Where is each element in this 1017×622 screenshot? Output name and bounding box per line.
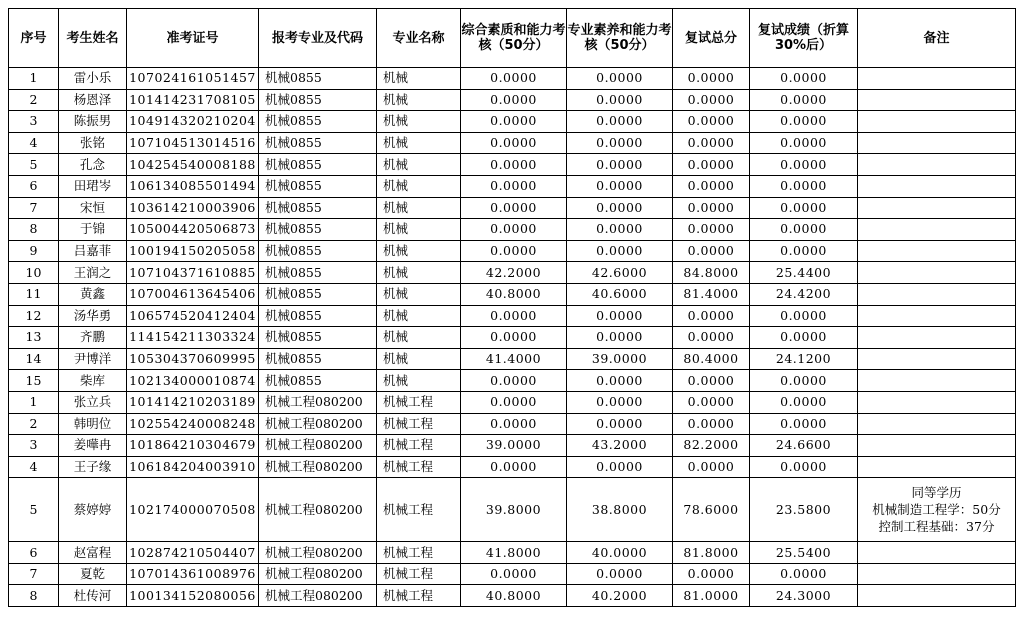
- cell-ticket: 101414210203189: [127, 391, 259, 413]
- cell-seq: 6: [9, 542, 59, 564]
- cell-score1: 0.0000: [461, 219, 567, 241]
- cell-weighted: 0.0000: [750, 197, 858, 219]
- cell-remark: [858, 219, 1016, 241]
- cell-name: 孔念: [59, 154, 127, 176]
- cell-score1: 0.0000: [461, 563, 567, 585]
- cell-name: 黄鑫: [59, 283, 127, 305]
- cell-seq: 9: [9, 240, 59, 262]
- cell-remark: [858, 197, 1016, 219]
- cell-ticket: 106574520412404: [127, 305, 259, 327]
- cell-name: 张铭: [59, 132, 127, 154]
- cell-major-name: 机械: [377, 111, 461, 133]
- header-score2: 专业素养和能力考核（50分）: [567, 9, 673, 68]
- cell-seq: 4: [9, 456, 59, 478]
- cell-name: 姜嘩冉: [59, 435, 127, 457]
- table-row: [9, 240, 1016, 262]
- cell-seq: 6: [9, 175, 59, 197]
- cell-major-code: 机械0855: [259, 370, 377, 392]
- cell-ticket: 104914320210204: [127, 111, 259, 133]
- table-row: [9, 175, 1016, 197]
- cell-remark: [858, 413, 1016, 435]
- cell-total: 0.0000: [673, 132, 750, 154]
- cell-score2: 40.6000: [567, 283, 673, 305]
- table-row: [9, 413, 1016, 435]
- cell-name: 王润之: [59, 262, 127, 284]
- cell-weighted: 25.4400: [750, 262, 858, 284]
- cell-score1: 39.8000: [461, 478, 567, 542]
- header-score1: 综合素质和能力考核（50分）: [461, 9, 567, 68]
- cell-total: 0.0000: [673, 563, 750, 585]
- cell-name: 陈振男: [59, 111, 127, 133]
- cell-remark: [858, 585, 1016, 607]
- cell-weighted: 0.0000: [750, 456, 858, 478]
- cell-score1: 40.8000: [461, 283, 567, 305]
- table-row: [9, 305, 1016, 327]
- cell-remark: [858, 68, 1016, 90]
- cell-weighted: 25.5400: [750, 542, 858, 564]
- cell-score2: 0.0000: [567, 391, 673, 413]
- cell-name: 柴库: [59, 370, 127, 392]
- cell-major-name: 机械工程: [377, 391, 461, 413]
- table-row: [9, 348, 1016, 370]
- cell-major-name: 机械: [377, 240, 461, 262]
- cell-major-name: 机械: [377, 262, 461, 284]
- cell-ticket: 106134085501494: [127, 175, 259, 197]
- cell-total: 81.4000: [673, 283, 750, 305]
- cell-total: 0.0000: [673, 240, 750, 262]
- table-row: [9, 391, 1016, 413]
- cell-major-code: 机械工程080200: [259, 391, 377, 413]
- cell-score2: 0.0000: [567, 370, 673, 392]
- table-row: [9, 111, 1016, 133]
- cell-score2: 0.0000: [567, 68, 673, 90]
- cell-score2: 0.0000: [567, 89, 673, 111]
- cell-major-code: 机械0855: [259, 175, 377, 197]
- table-row: [9, 478, 1016, 542]
- cell-score1: 0.0000: [461, 89, 567, 111]
- cell-name: 蔡婷婷: [59, 478, 127, 542]
- table-row: [9, 327, 1016, 349]
- cell-score1: 40.8000: [461, 585, 567, 607]
- cell-major-name: 机械: [377, 327, 461, 349]
- cell-major-code: 机械工程080200: [259, 478, 377, 542]
- table-row: [9, 283, 1016, 305]
- cell-total: 80.4000: [673, 348, 750, 370]
- cell-score1: 0.0000: [461, 370, 567, 392]
- cell-seq: 2: [9, 89, 59, 111]
- cell-score1: 41.4000: [461, 348, 567, 370]
- cell-major-code: 机械0855: [259, 283, 377, 305]
- cell-name: 夏乾: [59, 563, 127, 585]
- cell-score2: 0.0000: [567, 327, 673, 349]
- cell-total: 0.0000: [673, 370, 750, 392]
- cell-remark: [858, 435, 1016, 457]
- cell-ticket: 101864210304679: [127, 435, 259, 457]
- cell-major-code: 机械0855: [259, 327, 377, 349]
- cell-weighted: 0.0000: [750, 154, 858, 176]
- cell-score2: 38.8000: [567, 478, 673, 542]
- cell-total: 82.2000: [673, 435, 750, 457]
- cell-seq: 1: [9, 391, 59, 413]
- cell-major-name: 机械: [377, 132, 461, 154]
- cell-name: 杜传河: [59, 585, 127, 607]
- cell-major-code: 机械0855: [259, 89, 377, 111]
- cell-weighted: 0.0000: [750, 132, 858, 154]
- header-major-code: 报考专业及代码: [259, 9, 377, 68]
- remark-line: 控制工程基础：37分: [878, 519, 995, 535]
- cell-remark: [858, 348, 1016, 370]
- cell-total: 0.0000: [673, 413, 750, 435]
- cell-name: 于锦: [59, 219, 127, 241]
- cell-ticket: 100194150205058: [127, 240, 259, 262]
- table-row: [9, 563, 1016, 585]
- cell-weighted: 0.0000: [750, 68, 858, 90]
- cell-score1: 41.8000: [461, 542, 567, 564]
- cell-major-name: 机械: [377, 219, 461, 241]
- cell-score1: 0.0000: [461, 305, 567, 327]
- cell-weighted: 0.0000: [750, 563, 858, 585]
- cell-total: 0.0000: [673, 197, 750, 219]
- cell-total: 0.0000: [673, 391, 750, 413]
- remark-line: 机械制造工程学：50分: [872, 502, 1001, 518]
- cell-total: 0.0000: [673, 219, 750, 241]
- cell-major-code: 机械0855: [259, 348, 377, 370]
- cell-seq: 5: [9, 154, 59, 176]
- cell-total: 0.0000: [673, 305, 750, 327]
- score-table: [8, 8, 1016, 607]
- cell-weighted: 24.6600: [750, 435, 858, 457]
- cell-major-code: 机械工程080200: [259, 435, 377, 457]
- cell-ticket: 102554240008248: [127, 413, 259, 435]
- cell-total: 0.0000: [673, 327, 750, 349]
- cell-major-name: 机械: [377, 197, 461, 219]
- cell-seq: 7: [9, 197, 59, 219]
- cell-name: 汤华勇: [59, 305, 127, 327]
- cell-name: 吕嘉菲: [59, 240, 127, 262]
- cell-weighted: 0.0000: [750, 111, 858, 133]
- cell-score2: 0.0000: [567, 563, 673, 585]
- cell-total: 0.0000: [673, 175, 750, 197]
- cell-ticket: 107004613645406: [127, 283, 259, 305]
- cell-ticket: 100134152080056: [127, 585, 259, 607]
- cell-seq: 5: [9, 478, 59, 542]
- cell-score2: 0.0000: [567, 305, 673, 327]
- cell-name: 王子缘: [59, 456, 127, 478]
- header-ticket: 准考证号: [127, 9, 259, 68]
- table-row: [9, 542, 1016, 564]
- header-weighted: 复试成绩（折算30%后）: [750, 9, 858, 68]
- cell-major-name: 机械: [377, 175, 461, 197]
- table-row: [9, 154, 1016, 176]
- cell-remark: [858, 456, 1016, 478]
- header-name: 考生姓名: [59, 9, 127, 68]
- cell-name: 张立兵: [59, 391, 127, 413]
- cell-score2: 0.0000: [567, 154, 673, 176]
- cell-seq: 12: [9, 305, 59, 327]
- cell-weighted: 0.0000: [750, 413, 858, 435]
- cell-total: 0.0000: [673, 111, 750, 133]
- cell-seq: 15: [9, 370, 59, 392]
- cell-major-code: 机械0855: [259, 154, 377, 176]
- cell-ticket: 105004420506873: [127, 219, 259, 241]
- cell-seq: 11: [9, 283, 59, 305]
- cell-weighted: 0.0000: [750, 370, 858, 392]
- cell-score2: 43.2000: [567, 435, 673, 457]
- cell-score2: 0.0000: [567, 175, 673, 197]
- table-row: [9, 585, 1016, 607]
- cell-major-name: 机械工程: [377, 563, 461, 585]
- cell-score1: 0.0000: [461, 154, 567, 176]
- cell-name: 杨恩泽: [59, 89, 127, 111]
- cell-score2: 0.0000: [567, 132, 673, 154]
- cell-name: 尹博洋: [59, 348, 127, 370]
- cell-major-code: 机械0855: [259, 132, 377, 154]
- table-row: [9, 197, 1016, 219]
- cell-remark: [858, 111, 1016, 133]
- cell-major-name: 机械: [377, 154, 461, 176]
- cell-ticket: 114154211303324: [127, 327, 259, 349]
- cell-name: 雷小乐: [59, 68, 127, 90]
- cell-score1: 42.2000: [461, 262, 567, 284]
- cell-major-code: 机械0855: [259, 262, 377, 284]
- cell-major-code: 机械0855: [259, 305, 377, 327]
- cell-total: 81.8000: [673, 542, 750, 564]
- cell-ticket: 102134000010874: [127, 370, 259, 392]
- cell-score1: 0.0000: [461, 327, 567, 349]
- cell-major-name: 机械: [377, 305, 461, 327]
- cell-score1: 39.0000: [461, 435, 567, 457]
- cell-major-name: 机械工程: [377, 435, 461, 457]
- cell-total: 81.0000: [673, 585, 750, 607]
- cell-weighted: 24.4200: [750, 283, 858, 305]
- cell-total: 0.0000: [673, 89, 750, 111]
- cell-major-name: 机械: [377, 283, 461, 305]
- cell-seq: 3: [9, 111, 59, 133]
- cell-remark: [858, 240, 1016, 262]
- cell-major-name: 机械工程: [377, 585, 461, 607]
- cell-remark: [858, 154, 1016, 176]
- cell-remark: [858, 478, 1016, 542]
- remark-line: 同等学历: [911, 485, 962, 501]
- cell-remark: [858, 391, 1016, 413]
- cell-major-name: 机械工程: [377, 456, 461, 478]
- cell-ticket: 107024161051457: [127, 68, 259, 90]
- cell-score2: 42.6000: [567, 262, 673, 284]
- cell-seq: 3: [9, 435, 59, 457]
- cell-weighted: 0.0000: [750, 305, 858, 327]
- header-row: [9, 9, 1016, 68]
- table-row: [9, 435, 1016, 457]
- table-row: [9, 262, 1016, 284]
- cell-major-code: 机械工程080200: [259, 585, 377, 607]
- cell-major-code: 机械工程080200: [259, 413, 377, 435]
- table-row: [9, 68, 1016, 90]
- cell-score1: 0.0000: [461, 68, 567, 90]
- cell-seq: 8: [9, 585, 59, 607]
- cell-seq: 1: [9, 68, 59, 90]
- cell-ticket: 102874210504407: [127, 542, 259, 564]
- table-row: [9, 132, 1016, 154]
- cell-seq: 2: [9, 413, 59, 435]
- cell-major-code: 机械工程080200: [259, 563, 377, 585]
- cell-score2: 0.0000: [567, 413, 673, 435]
- table-row: [9, 456, 1016, 478]
- cell-weighted: 23.5800: [750, 478, 858, 542]
- cell-score1: 0.0000: [461, 132, 567, 154]
- cell-total: 0.0000: [673, 68, 750, 90]
- cell-score1: 0.0000: [461, 175, 567, 197]
- cell-major-code: 机械工程080200: [259, 542, 377, 564]
- cell-weighted: 24.3000: [750, 585, 858, 607]
- cell-name: 齐鹏: [59, 327, 127, 349]
- cell-ticket: 107104513014516: [127, 132, 259, 154]
- cell-total: 84.8000: [673, 262, 750, 284]
- cell-remark: [858, 327, 1016, 349]
- cell-remark: [858, 563, 1016, 585]
- cell-total: 0.0000: [673, 456, 750, 478]
- cell-weighted: 0.0000: [750, 89, 858, 111]
- cell-ticket: 107104371610885: [127, 262, 259, 284]
- cell-ticket: 105304370609995: [127, 348, 259, 370]
- cell-weighted: 0.0000: [750, 240, 858, 262]
- cell-score2: 0.0000: [567, 456, 673, 478]
- cell-seq: 8: [9, 219, 59, 241]
- cell-score1: 0.0000: [461, 413, 567, 435]
- header-major-name: 专业名称: [377, 9, 461, 68]
- cell-score2: 39.0000: [567, 348, 673, 370]
- cell-score2: 0.0000: [567, 219, 673, 241]
- cell-major-code: 机械0855: [259, 68, 377, 90]
- cell-remark: [858, 262, 1016, 284]
- cell-score2: 40.0000: [567, 542, 673, 564]
- cell-remark: [858, 370, 1016, 392]
- cell-name: 赵富程: [59, 542, 127, 564]
- cell-ticket: 102174000070508: [127, 478, 259, 542]
- cell-weighted: 0.0000: [750, 327, 858, 349]
- cell-remark: [858, 542, 1016, 564]
- cell-major-name: 机械工程: [377, 413, 461, 435]
- cell-seq: 10: [9, 262, 59, 284]
- table-body: [9, 68, 1016, 607]
- cell-major-name: 机械工程: [377, 542, 461, 564]
- cell-major-name: 机械工程: [377, 478, 461, 542]
- header-seq: 序号: [9, 9, 59, 68]
- cell-score2: 0.0000: [567, 197, 673, 219]
- cell-weighted: 24.1200: [750, 348, 858, 370]
- cell-major-code: 机械0855: [259, 111, 377, 133]
- cell-major-name: 机械: [377, 348, 461, 370]
- cell-score1: 0.0000: [461, 456, 567, 478]
- cell-remark: [858, 89, 1016, 111]
- table-row: [9, 89, 1016, 111]
- cell-total: 0.0000: [673, 154, 750, 176]
- table-row: [9, 370, 1016, 392]
- cell-score2: 0.0000: [567, 111, 673, 133]
- cell-score2: 0.0000: [567, 240, 673, 262]
- cell-score1: 0.0000: [461, 197, 567, 219]
- cell-seq: 14: [9, 348, 59, 370]
- table-row: [9, 219, 1016, 241]
- cell-seq: 13: [9, 327, 59, 349]
- cell-score1: 0.0000: [461, 111, 567, 133]
- cell-remark: [858, 283, 1016, 305]
- cell-weighted: 0.0000: [750, 219, 858, 241]
- cell-seq: 4: [9, 132, 59, 154]
- cell-major-name: 机械: [377, 68, 461, 90]
- cell-weighted: 0.0000: [750, 175, 858, 197]
- cell-remark: [858, 175, 1016, 197]
- cell-remark: [858, 305, 1016, 327]
- cell-major-code: 机械0855: [259, 219, 377, 241]
- cell-ticket: 104254540008188: [127, 154, 259, 176]
- cell-score2: 40.2000: [567, 585, 673, 607]
- cell-score1: 0.0000: [461, 391, 567, 413]
- cell-seq: 7: [9, 563, 59, 585]
- header-remark: 备注: [858, 9, 1016, 68]
- cell-ticket: 101414231708105: [127, 89, 259, 111]
- cell-major-code: 机械工程080200: [259, 456, 377, 478]
- cell-major-name: 机械: [377, 89, 461, 111]
- cell-score1: 0.0000: [461, 240, 567, 262]
- cell-weighted: 0.0000: [750, 391, 858, 413]
- cell-major-name: 机械: [377, 370, 461, 392]
- cell-major-code: 机械0855: [259, 197, 377, 219]
- cell-ticket: 107014361008976: [127, 563, 259, 585]
- cell-major-code: 机械0855: [259, 240, 377, 262]
- cell-total: 78.6000: [673, 478, 750, 542]
- cell-name: 宋恒: [59, 197, 127, 219]
- cell-ticket: 103614210003906: [127, 197, 259, 219]
- header-total: 复试总分: [673, 9, 750, 68]
- cell-remark: [858, 132, 1016, 154]
- cell-name: 田珺岑: [59, 175, 127, 197]
- cell-name: 韩明位: [59, 413, 127, 435]
- cell-ticket: 106184204003910: [127, 456, 259, 478]
